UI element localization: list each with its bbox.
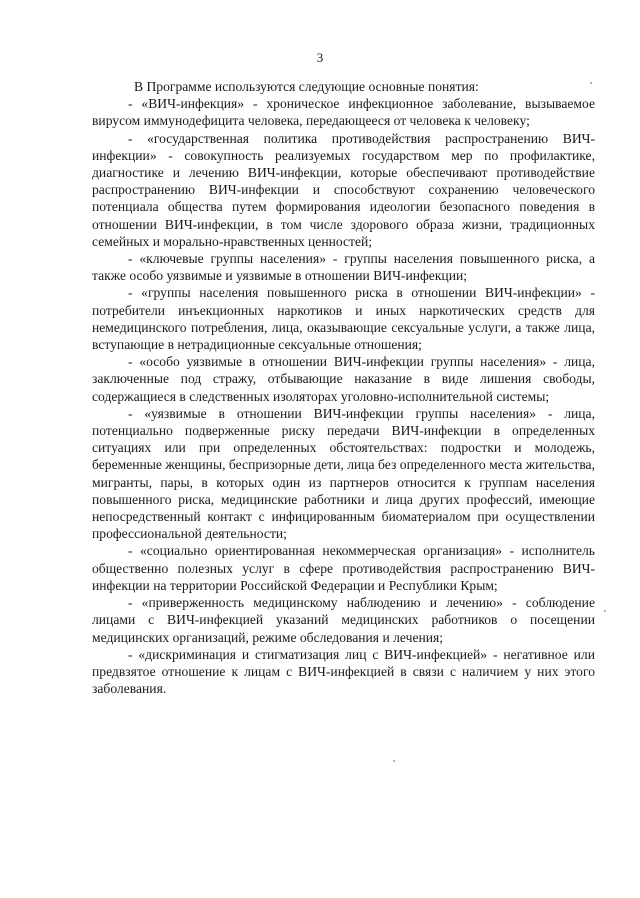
definition-high-risk-groups: - «группы населения повышенного риска в отношении ВИЧ-инфекции» - потребители инъекционных наркотиков и иных наркотических средств для немедицинского потребления, лица, оказывающие сексуальные услуги, а также лица, вступающие в нетрадиционные сексуальные отношения;: [92, 285, 595, 353]
intro-paragraph: В Программе используются следующие основные понятия:: [134, 79, 479, 94]
definition-hiv-infection: - «ВИЧ-инфекция» - хроническое инфекционное заболевание, вызываемое вирусом иммунодефицита человека, передающееся от человека к человеку;: [92, 96, 595, 129]
definition-vulnerable-groups: - «уязвимые в отношении ВИЧ-инфекции группы населения» - лица, потенциально подверженные риску передачи ВИЧ-инфекции в определенных ситуациях или при определенных обстоятельствах: подростки и молодежь, беременные женщины, беспризорные дети, лица без определенного места жительства, мигранты, пары, в которых один из партнеров относится к группам населения повышенного риска, медицинские работники и лица других профессий, имеющие непосредственный контакт с инфицированным биоматериалом при осуществлении профессиональной деятельности;: [92, 405, 595, 542]
definition-nonprofit-organization: - «социально ориентированная некоммерческая организация» - исполнитель общественно полезных услуг в сфере противодействия распространению ВИЧ-инфекции на территории Российской Федерации и Республики Крым;: [92, 543, 595, 593]
document-body: [92, 78, 595, 697]
scan-speck: [590, 82, 592, 84]
definition-especially-vulnerable-groups: - «особо уязвимые в отношении ВИЧ-инфекции группы населения» - лица, заключенные под стражу, отбывающие наказание в виде лишения свободы, содержащиеся в следственных изоляторах уголовно-исполнительной системы;: [92, 354, 595, 404]
scan-speck: [393, 760, 395, 762]
page-number: 3: [316, 50, 324, 65]
definition-discrimination-stigmatization: - «дискриминация и стигматизация лиц с ВИЧ-инфекцией» - негативное или предвзятое отношение к лицам с ВИЧ-инфекцией в связи с наличием у них этого заболевания.: [92, 646, 595, 697]
definition-treatment-adherence: - «приверженность медицинскому наблюдению и лечению» - соблюдение лицами с ВИЧ-инфекцией указаний медицинских работников о посещении медицинских организаций, режиме обследования и лечения;: [92, 595, 595, 645]
scan-speck: [604, 610, 606, 612]
definition-key-groups: - «ключевые группы населения» - группы населения повышенного риска, а также особо уязвимые и уязвимые в отношении ВИЧ-инфекции;: [92, 251, 595, 284]
definition-state-policy: - «государственная политика противодействия распространению ВИЧ-инфекции» - совокупность реализуемых государством мер по профилактике, диагностике и лечению ВИЧ-инфекции, которые обеспечивают противодействие распространению ВИЧ-инфекции и способствуют сохранению человеческого потенциала общества путем формирования идеологии безопасного поведения в отношении ВИЧ-инфекции, в том числе здорового образа жизни, традиционных семейных и морально-нравственных ценностей;: [92, 130, 595, 249]
